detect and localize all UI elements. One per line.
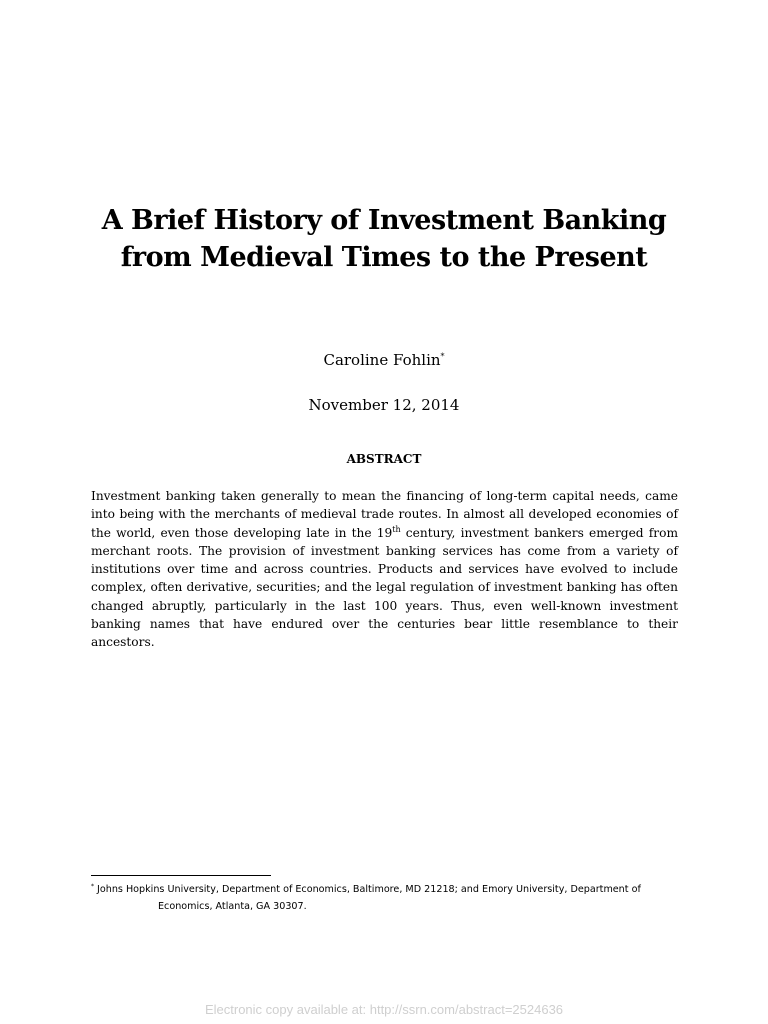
paper-date: November 12, 2014 [308, 396, 460, 414]
footnote-divider [91, 875, 271, 876]
author-name: Caroline Fohlin [323, 351, 441, 369]
author-footnote-mark: * [440, 352, 445, 361]
electronic-copy-note: Electronic copy available at: http://ssrn.com/abstract=2524636 [204, 1002, 564, 1017]
author-line [0, 351, 768, 369]
paper-title-line-1: A Brief History of Investment Banking [101, 205, 667, 236]
footnote-mark: * [91, 882, 94, 890]
abstract-heading: ABSTRACT [346, 452, 422, 466]
paper-title-line-2: from Medieval Times to the Present [120, 242, 648, 273]
abstract-ordinal-superscript: th [392, 524, 401, 534]
paper-title [0, 202, 768, 276]
footnote [91, 881, 691, 915]
footnote-line-2: Economics, Atlanta, GA 30307. [158, 901, 307, 912]
abstract-text-part-2: century, investment bankers emerged from merchant roots. The provision of investment banking services has come from a variety of institutions over time and across countries. Products and services have evolved to include complex, often derivative, securities; and the legal regulation of investment banking has often changed abruptly, particularly in the last 100 years. Thus, even well-known investment banking names that have endured over the centuries bear little resemblance to their ancestors. [91, 525, 678, 650]
abstract-text-part-1: Investment banking taken generally to mean the financing of long-term capital needs, came into being with the merchants of medieval trade routes. In almost all developed economies of the world, even those developing late in the 19 [91, 489, 678, 540]
abstract-body [91, 487, 678, 652]
footnote-line-1: Johns Hopkins University, Department of Economics, Baltimore, MD 21218; and Emory University, Department of [94, 884, 641, 895]
